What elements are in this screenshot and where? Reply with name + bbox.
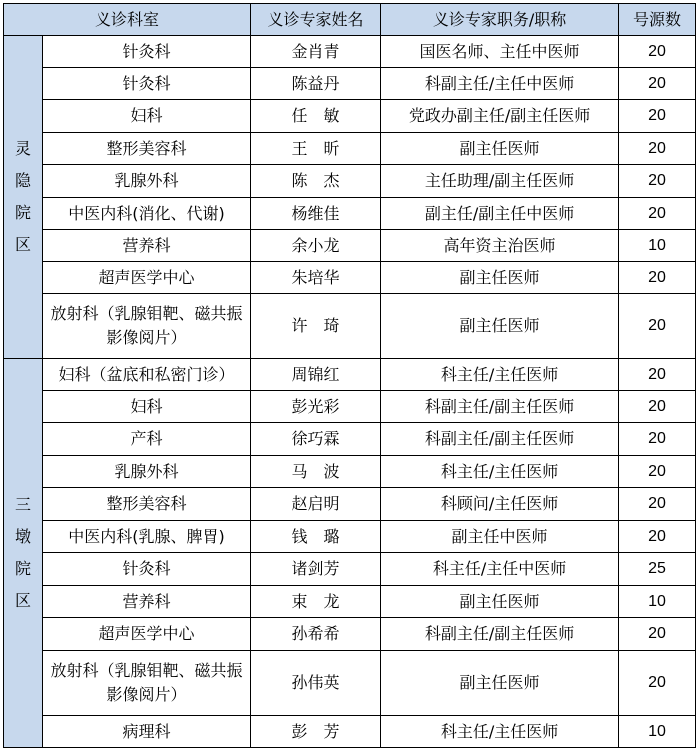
expert-name-cell: 孙希希 bbox=[251, 618, 381, 651]
quota-cell: 10 bbox=[619, 716, 696, 748]
table-row bbox=[4, 68, 696, 100]
table-row bbox=[4, 36, 696, 68]
expert-name-cell: 马 波 bbox=[251, 456, 381, 488]
quota-cell: 10 bbox=[619, 230, 696, 262]
header-department: 义诊科室 bbox=[4, 4, 251, 36]
table-row bbox=[4, 456, 696, 488]
campus-label: 灵隐院区 bbox=[14, 139, 31, 254]
table-row bbox=[4, 651, 696, 716]
table-row bbox=[4, 488, 696, 521]
expert-name-cell: 陈益丹 bbox=[251, 68, 381, 100]
department-cell: 整形美容科 bbox=[43, 488, 251, 521]
quota-cell: 20 bbox=[619, 133, 696, 165]
quota-cell: 20 bbox=[619, 521, 696, 553]
expert-title-cell: 高年资主治医师 bbox=[381, 230, 619, 262]
header-row bbox=[4, 4, 696, 36]
department-cell: 针灸科 bbox=[43, 68, 251, 100]
expert-title-cell: 科副主任/副主任医师 bbox=[381, 391, 619, 423]
table-row bbox=[4, 198, 696, 230]
expert-title-cell: 科主任/主任医师 bbox=[381, 359, 619, 391]
header-expert-title: 义诊专家职务/职称 bbox=[381, 4, 619, 36]
expert-name-cell: 钱 璐 bbox=[251, 521, 381, 553]
expert-title-cell: 科主任/主任医师 bbox=[381, 716, 619, 748]
quota-cell: 25 bbox=[619, 553, 696, 586]
expert-title-cell: 副主任中医师 bbox=[381, 521, 619, 553]
quota-cell: 20 bbox=[619, 456, 696, 488]
campus-lingyin-cell bbox=[4, 36, 43, 359]
department-cell: 中医内科(乳腺、脾胃) bbox=[43, 521, 251, 553]
department-cell: 乳腺外科 bbox=[43, 456, 251, 488]
department-cell: 中医内科(消化、代谢) bbox=[43, 198, 251, 230]
expert-name-cell: 朱培华 bbox=[251, 262, 381, 294]
quota-cell: 20 bbox=[619, 262, 696, 294]
expert-name-cell: 束 龙 bbox=[251, 586, 381, 618]
expert-title-cell: 科顾问/主任医师 bbox=[381, 488, 619, 521]
table-row bbox=[4, 262, 696, 294]
quota-cell: 20 bbox=[619, 294, 696, 359]
header-expert-name: 义诊专家姓名 bbox=[251, 4, 381, 36]
expert-name-cell: 孙伟英 bbox=[251, 651, 381, 716]
quota-cell: 20 bbox=[619, 423, 696, 456]
department-cell: 产科 bbox=[43, 423, 251, 456]
table-row bbox=[4, 294, 696, 359]
table-row bbox=[4, 165, 696, 198]
expert-name-cell: 彭 芳 bbox=[251, 716, 381, 748]
expert-title-cell: 科主任/主任中医师 bbox=[381, 553, 619, 586]
table-row bbox=[4, 391, 696, 423]
quota-cell: 10 bbox=[619, 586, 696, 618]
table-row bbox=[4, 618, 696, 651]
department-cell: 放射科（乳腺钼靶、磁共振影像阅片） bbox=[43, 651, 251, 716]
expert-name-cell: 任 敏 bbox=[251, 100, 381, 133]
expert-name-cell: 彭光彩 bbox=[251, 391, 381, 423]
department-cell: 放射科（乳腺钼靶、磁共振影像阅片） bbox=[43, 294, 251, 359]
quota-cell: 20 bbox=[619, 391, 696, 423]
clinic-schedule-table bbox=[3, 3, 696, 748]
table-row bbox=[4, 521, 696, 553]
department-cell: 乳腺外科 bbox=[43, 165, 251, 198]
department-cell: 针灸科 bbox=[43, 36, 251, 68]
quota-cell: 20 bbox=[619, 165, 696, 198]
table-row bbox=[4, 230, 696, 262]
table-row bbox=[4, 586, 696, 618]
expert-title-cell: 副主任医师 bbox=[381, 262, 619, 294]
department-cell: 针灸科 bbox=[43, 553, 251, 586]
department-cell: 妇科 bbox=[43, 100, 251, 133]
table-row bbox=[4, 100, 696, 133]
expert-name-cell: 金肖青 bbox=[251, 36, 381, 68]
campus-sandun-cell bbox=[4, 359, 43, 748]
department-cell: 营养科 bbox=[43, 586, 251, 618]
department-cell: 整形美容科 bbox=[43, 133, 251, 165]
expert-title-cell: 科副主任/副主任医师 bbox=[381, 618, 619, 651]
table-header bbox=[4, 4, 696, 36]
expert-title-cell: 副主任/副主任中医师 bbox=[381, 198, 619, 230]
quota-cell: 20 bbox=[619, 198, 696, 230]
expert-title-cell: 副主任医师 bbox=[381, 294, 619, 359]
department-cell: 妇科 bbox=[43, 391, 251, 423]
quota-cell: 20 bbox=[619, 100, 696, 133]
table-row bbox=[4, 133, 696, 165]
quota-cell: 20 bbox=[619, 359, 696, 391]
table-body bbox=[4, 36, 696, 748]
department-cell: 营养科 bbox=[43, 230, 251, 262]
expert-name-cell: 诸剑芳 bbox=[251, 553, 381, 586]
expert-title-cell: 副主任医师 bbox=[381, 586, 619, 618]
table-row bbox=[4, 359, 696, 391]
expert-name-cell: 徐巧霖 bbox=[251, 423, 381, 456]
quota-cell: 20 bbox=[619, 36, 696, 68]
quota-cell: 20 bbox=[619, 68, 696, 100]
quota-cell: 20 bbox=[619, 651, 696, 716]
table-row bbox=[4, 423, 696, 456]
expert-name-cell: 许 琦 bbox=[251, 294, 381, 359]
campus-label: 三墩院区 bbox=[14, 495, 31, 610]
department-cell: 超声医学中心 bbox=[43, 262, 251, 294]
expert-name-cell: 杨维佳 bbox=[251, 198, 381, 230]
expert-title-cell: 科副主任/副主任医师 bbox=[381, 423, 619, 456]
expert-name-cell: 陈 杰 bbox=[251, 165, 381, 198]
quota-cell: 20 bbox=[619, 488, 696, 521]
expert-name-cell: 周锦红 bbox=[251, 359, 381, 391]
expert-title-cell: 科副主任/主任中医师 bbox=[381, 68, 619, 100]
expert-title-cell: 副主任医师 bbox=[381, 651, 619, 716]
table-row bbox=[4, 553, 696, 586]
expert-title-cell: 国医名师、主任中医师 bbox=[381, 36, 619, 68]
department-cell: 妇科（盆底和私密门诊） bbox=[43, 359, 251, 391]
expert-title-cell: 副主任医师 bbox=[381, 133, 619, 165]
expert-title-cell: 科主任/主任医师 bbox=[381, 456, 619, 488]
department-cell: 超声医学中心 bbox=[43, 618, 251, 651]
expert-title-cell: 主任助理/副主任医师 bbox=[381, 165, 619, 198]
quota-cell: 20 bbox=[619, 618, 696, 651]
expert-name-cell: 赵启明 bbox=[251, 488, 381, 521]
header-quota: 号源数 bbox=[619, 4, 696, 36]
expert-name-cell: 王 昕 bbox=[251, 133, 381, 165]
expert-name-cell: 余小龙 bbox=[251, 230, 381, 262]
table-row bbox=[4, 716, 696, 748]
department-cell: 病理科 bbox=[43, 716, 251, 748]
expert-title-cell: 党政办副主任/副主任医师 bbox=[381, 100, 619, 133]
